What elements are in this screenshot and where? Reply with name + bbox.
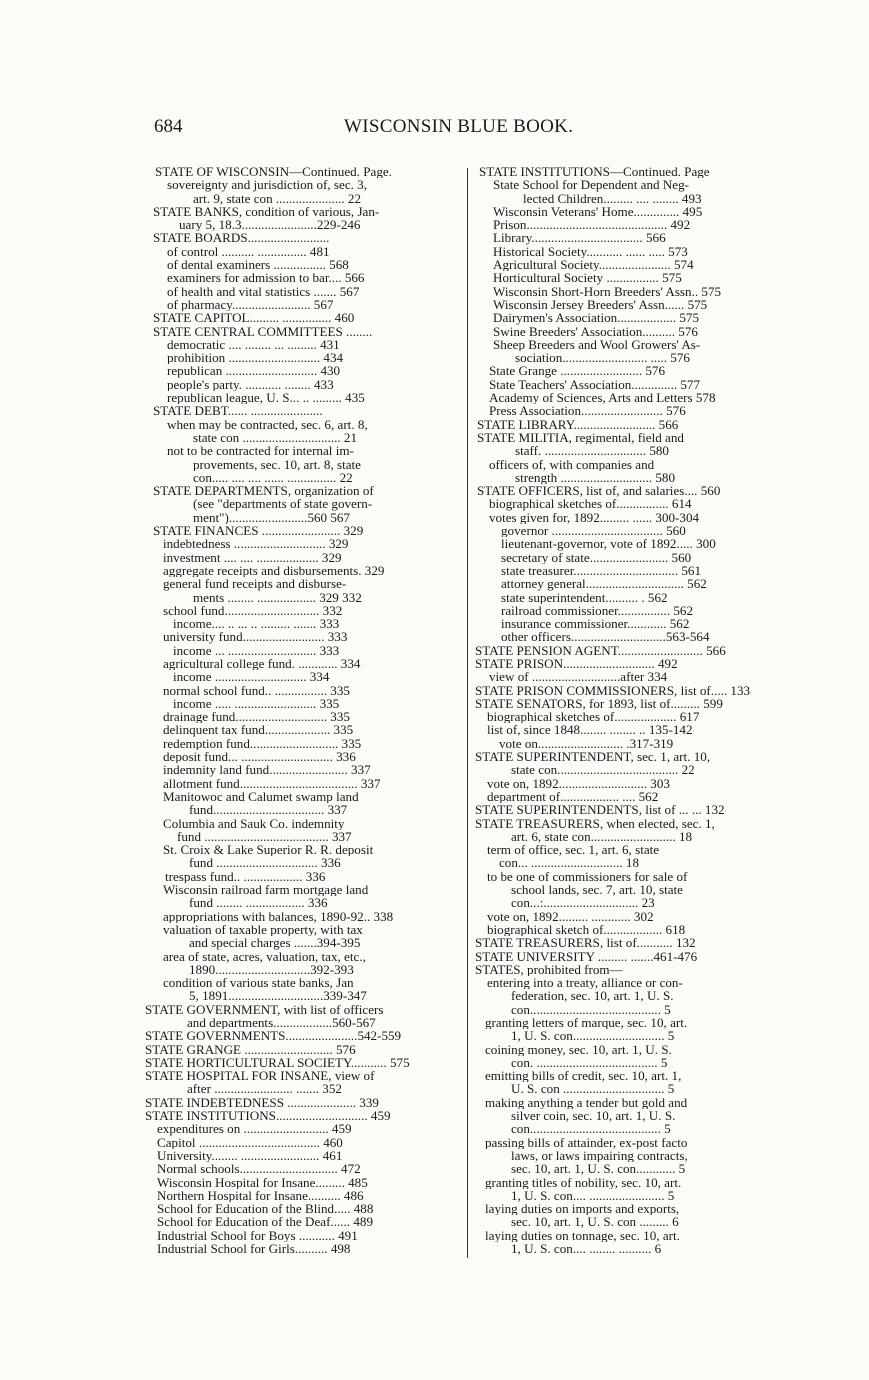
index-entry: emitting bills of credit, sec. 10, art. 1, <box>485 1069 682 1083</box>
index-entry: con... ............................ 18 <box>499 856 640 870</box>
index-entry: STATE HOSPITAL FOR INSANE, view of <box>145 1069 375 1083</box>
index-entry: of health and vital statistics ....... 567 <box>167 284 360 298</box>
index-entry: redemption fund........................... 335 <box>163 736 362 751</box>
index-entry: Sheep Breeders and Wool Growers' As- <box>493 337 701 352</box>
index-entry: Prison........................................... 492 <box>493 218 691 232</box>
index-entry: university fund......................... 333 <box>163 630 348 644</box>
index-entry: school fund............................. 332 <box>163 603 343 618</box>
index-entry: Wisconsin railroad farm mortgage land <box>163 883 369 897</box>
index-entry: sociation.......................... ..... 576 <box>515 351 690 365</box>
index-entry: STATE BOARDS......................... <box>153 231 330 245</box>
index-entry: entering into a treaty, alliance or con- <box>487 976 683 990</box>
index-entry: STATE BANKS, condition of various, Jan- <box>153 204 380 219</box>
index-entry: STATE MILITIA, regimental, field and <box>477 430 684 445</box>
index-entry: strength ............................ 580 <box>515 470 676 485</box>
index-entry: STATE INDEBTEDNESS ..................... 339 <box>145 1095 379 1110</box>
index-entry: expenditures on .......................... 459 <box>157 1122 352 1136</box>
index-entry: governor .................................. 560 <box>501 524 686 538</box>
index-entry: aggregate receipts and disbursements. 329 <box>163 563 385 578</box>
index-entry: STATE GOVERNMENTS......................542-559 <box>145 1029 402 1043</box>
index-entry: insurance commissioner............ 562 <box>501 617 690 631</box>
index-entry: con........................................ 5 <box>511 1002 671 1016</box>
index-entry: and departments..................560-567 <box>187 1016 376 1030</box>
index-entry: 1, U. S. con.... ........ .......... 6 <box>511 1242 662 1256</box>
index-entry: Normal schools.............................. 472 <box>157 1162 361 1176</box>
index-entry: art. 9, state con ..................... 22 <box>193 191 362 205</box>
index-entry: STATE OF WISCONSIN—Continued. Page. <box>155 165 392 179</box>
index-entry: Agricultural Society...................... 574 <box>493 258 694 272</box>
index-entry: and special charges .......394-395 <box>189 936 361 950</box>
index-entry: STATE PENSION AGENT.......................... 566 <box>475 643 726 657</box>
index-entry: STATE GRANGE ........................... 576 <box>145 1042 356 1056</box>
index-entry: STATE INSTITUTIONS—Continued. Page <box>479 165 710 179</box>
index-entry: granting letters of marque, sec. 10, art. <box>485 1016 688 1030</box>
index-entry: (see "departments of state govern- <box>193 497 373 511</box>
index-entry: STATE INSTITUTIONS............................ 459 <box>145 1109 391 1123</box>
index-entry: other officers.............................563-564 <box>501 630 710 644</box>
index-entry: Industrial School for Boys ........... 491 <box>157 1228 358 1243</box>
index-entry: attorney general.............................. 562 <box>501 577 707 591</box>
index-entry: fund ........ .................. 336 <box>189 896 328 910</box>
index-entry: State Grange ......................... 576 <box>489 364 666 378</box>
index-entry: democratic .... ........ ... ......... 431 <box>167 337 340 352</box>
index-entry: Library.................................. 566 <box>493 231 666 245</box>
index-entry: STATE DEPARTMENTS, organization of <box>153 484 374 498</box>
index-entry: term of office, sec. 1, art. 6, state <box>487 843 660 857</box>
index-entry: coining money, sec. 10, art. 1, U. S. <box>485 1042 672 1056</box>
index-entry: STATE CAPITOL......... ............... 460 <box>153 311 355 325</box>
index-entry: U. S. con ............................... 5 <box>511 1082 675 1096</box>
index-entry: state con..................................... 22 <box>511 763 695 777</box>
index-entry: ments ........ .................. 329 332 <box>193 590 362 604</box>
index-entry: income ..... ......................... 335 <box>173 696 340 711</box>
index-entry: sec. 10, art. 1, U. S. con ......... 6 <box>511 1215 679 1229</box>
index-entry: vote on, 1892........................... 303 <box>487 776 670 790</box>
index-entry: fund ............................... 336 <box>189 856 341 870</box>
index-entry: people's party. ........... ........ 433 <box>167 377 334 392</box>
index-entry: STATE TREASURERS, when elected, sec. 1, <box>475 816 715 830</box>
index-entry: 5, 1891.............................339-347 <box>189 989 367 1003</box>
index-entry: view of ...........................after 334 <box>489 670 668 684</box>
index-entry: STATES, prohibited from— <box>475 962 623 977</box>
index-entry: agricultural college fund. ............ 334 <box>163 656 361 671</box>
index-entry: Wisconsin Short-Horn Breeders' Assn.. 575 <box>493 284 722 298</box>
index-entry: staff. ............................... 580 <box>515 444 669 458</box>
index-entry: St. Croix & Lake Superior R. R. deposit <box>163 843 374 857</box>
index-entry: STATE TREASURERS, list of........... 132 <box>475 936 696 950</box>
index-entry: list of, since 1848........ ........ .. 135-142 <box>487 723 693 737</box>
index-entry: Capitol ..................................... 460 <box>157 1135 343 1149</box>
index-entry: Horticultural Society ................ 575 <box>493 271 682 285</box>
index-entry: fund.................................. 337 <box>189 803 348 817</box>
index-entry: STATE CENTRAL COMMITTEES ........ <box>153 324 373 338</box>
index-entry: Historical Society........... ...... ..... 573 <box>493 244 688 259</box>
index-entry: biographical sketches of................... 617 <box>487 710 700 724</box>
index-entry: federation, sec. 10, art. 1, U. S. <box>511 989 674 1003</box>
index-entry: income ............................ 334 <box>173 670 330 684</box>
index-entry: general fund receipts and disburse- <box>163 577 347 591</box>
index-entry: Wisconsin Hospital for Insane......... 485 <box>157 1175 368 1189</box>
index-entry: income.... .. ... .. ......... ....... 333 <box>173 617 340 631</box>
index-entry: laying duties on tonnage, sec. 10, art. <box>485 1228 680 1243</box>
index-entry: examiners for admission to bar.... 566 <box>167 271 365 285</box>
index-entry: school lands, sec. 7, art. 10, state <box>511 883 683 897</box>
index-entry: 1, U. S. con............................ 5 <box>511 1029 675 1043</box>
index-entry: republican league, U. S... .. ......... 435 <box>167 391 365 405</box>
index-entry: valuation of taxable property, with tax <box>163 922 363 937</box>
index-entry: con. ..................................... 5 <box>511 1055 668 1070</box>
index-entry: School for Education of the Blind..... 488 <box>157 1202 374 1216</box>
index-entry: area of state, acres, valuation, tax, etc., <box>163 949 366 963</box>
index-entry: State School for Dependent and Neg- <box>493 178 689 192</box>
index-entry: votes given for, 1892......... ...... 300-304 <box>489 510 700 525</box>
index-entry: 1, U. S. con.... ....................... 5 <box>511 1188 675 1203</box>
index-entry: Northern Hospital for Insane.......... 486 <box>157 1188 364 1203</box>
index-entry: to be one of commissioners for sale of <box>487 869 688 884</box>
index-entry: deposit fund... ............................ 336 <box>163 750 356 764</box>
index-entry: con...:............................. 23 <box>511 896 655 910</box>
index-entry: Press Association......................... 576 <box>489 404 686 418</box>
index-entry: allotment fund.................................... 337 <box>163 776 381 790</box>
index-entry: Manitowoc and Calumet swamp land <box>163 789 359 804</box>
index-entry: state treasurer................................ 561 <box>501 563 702 578</box>
index-entry: STATE LIBRARY......................... 566 <box>477 417 679 431</box>
index-entry: STATE HORTICULTURAL SOCIETY........... 575 <box>145 1055 410 1070</box>
index-entry: indemnity land fund........................ 337 <box>163 763 371 777</box>
index-entry: state con .............................. 21 <box>193 430 358 445</box>
index-entry: STATE PRISON COMMISSIONERS, list of..... 133 <box>475 683 751 697</box>
index-entry: con..... .... .... ...... ............... 22 <box>193 470 353 485</box>
index-entry: trespass fund.. .................. 336 <box>165 869 326 884</box>
index-entry: vote on, 1892......... ............ 302 <box>487 909 654 923</box>
index-entry: STATE UNIVERSITY ......... .......461-476 <box>475 949 698 963</box>
index-entry: lieutenant-governor, vote of 1892..... 300 <box>501 537 716 551</box>
index-entry: Industrial School for Girls.......... 498 <box>157 1242 351 1256</box>
index-entry: lected Children......... .... ........ 493 <box>523 191 702 205</box>
index-entry: Columbia and Sauk Co. indemnity <box>163 816 345 830</box>
index-entry: not to be contracted for internal im- <box>167 444 354 458</box>
index-entry: passing bills of attainder, ex-post facto <box>485 1135 688 1149</box>
index-entry: STATE GOVERNMENT, with list of officers <box>145 1002 384 1016</box>
index-entry: Dairymen's Association.................. 575 <box>493 311 700 325</box>
index-entry: Wisconsin Jersey Breeders' Assn...... 575 <box>493 297 708 312</box>
index-entry: STATE OFFICERS, list of, and salaries.... 560 <box>477 484 721 498</box>
index-entry: School for Education of the Deaf...... 489 <box>157 1215 373 1229</box>
index-entry: of pharmacy........................ 567 <box>167 297 334 312</box>
index-entry: prohibition ............................ 434 <box>167 351 344 365</box>
index-entry: STATE SENATORS, for 1893, list of......... 599 <box>475 696 723 711</box>
index-entry: republican ............................ 430 <box>167 364 341 378</box>
index-entry: Academy of Sciences, Arts and Letters 578 <box>489 391 716 405</box>
index-entry: STATE DEBT...... ...................... <box>153 404 323 418</box>
index-entry: biographical sketch of.................. 618 <box>487 922 686 937</box>
index-entry: University........ ........................ 461 <box>157 1148 343 1163</box>
index-entry: STATE PRISON............................ 492 <box>475 656 678 671</box>
index-entry: normal school fund.. ................ 335 <box>163 683 350 697</box>
index-entry: art. 6, state con.......................... 18 <box>511 829 693 844</box>
index-entry: laying duties on imports and exports, <box>485 1202 680 1216</box>
index-entry: State Teachers' Association.............. 577 <box>489 377 701 392</box>
index-entry: secretary of state........................ 560 <box>501 550 692 564</box>
index-entry: granting titles of nobility, sec. 10, art. <box>485 1175 682 1189</box>
index-entry: condition of various state banks, Jan <box>163 976 354 990</box>
index-entry: income ... ........................... 333 <box>173 643 340 657</box>
index-entry: fund ...................................... 337 <box>177 829 352 844</box>
column-divider <box>467 168 468 1258</box>
index-entry: Swine Breeders' Association.......... 576 <box>493 324 698 338</box>
index-column-right <box>475 165 773 1255</box>
index-entry: delinquent tax fund.................... 335 <box>163 723 354 737</box>
index-entry: vote on.......................... .317-319 <box>499 736 674 751</box>
page-header <box>154 116 764 140</box>
index-entry: uary 5, 18.3.......................229-246 <box>179 218 361 232</box>
index-entry: railroad commissioner................ 562 <box>501 603 694 618</box>
index-entry: STATE FINANCES ........................ 329 <box>153 524 364 538</box>
index-entry: laws, or laws impairing contracts, <box>511 1148 688 1163</box>
index-entry: indebtedness ............................ 329 <box>163 537 349 551</box>
index-entry: drainage fund............................ 335 <box>163 710 350 724</box>
index-entry: sec. 10, art. 1, U. S. con............ 5 <box>511 1162 686 1176</box>
index-entry: of control .......... ............... 481 <box>167 244 330 259</box>
index-entry: officers of, with companies and <box>489 457 655 471</box>
page-number: 684 <box>154 116 183 137</box>
index-entry: after ........................ ....... 352 <box>187 1082 342 1096</box>
index-entry: con........................................ 5 <box>511 1122 671 1136</box>
index-entry: Wisconsin Veterans' Home.............. 495 <box>493 204 703 219</box>
index-entry: ment")........................560 567 <box>193 510 351 525</box>
index-entry: making anything a tender but gold and <box>485 1095 688 1110</box>
index-entry: 1890.............................392-393 <box>189 962 354 977</box>
index-entry: investment .... .... ................... 329 <box>163 550 342 564</box>
index-entry: silver coin, sec. 10, art. 1, U. S. <box>511 1109 676 1123</box>
index-entry: sovereignty and jurisdiction of, sec. 3, <box>167 178 367 192</box>
index-entry: STATE SUPERINTENDENTS, list of ... ... 132 <box>475 803 725 817</box>
index-column-left <box>145 165 463 1255</box>
index-entry: STATE SUPERINTENDENT, sec. 1, art. 10, <box>475 750 711 764</box>
index-entry: when may be contracted, sec. 6, art. 8, <box>167 417 368 431</box>
index-entry: biographical sketches of................ 614 <box>489 497 692 511</box>
index-entry: department of.................. .... 562 <box>487 789 659 804</box>
index-entry: appropriations with balances, 1890-92.. 338 <box>163 909 394 923</box>
running-title: WISCONSIN BLUE BOOK. <box>344 116 574 137</box>
index-entry: state superintendent.......... . 562 <box>501 590 668 604</box>
index-entry: provements, sec. 10, art. 8, state <box>193 457 361 471</box>
index-entry: of dental examiners ................ 568 <box>167 258 349 272</box>
